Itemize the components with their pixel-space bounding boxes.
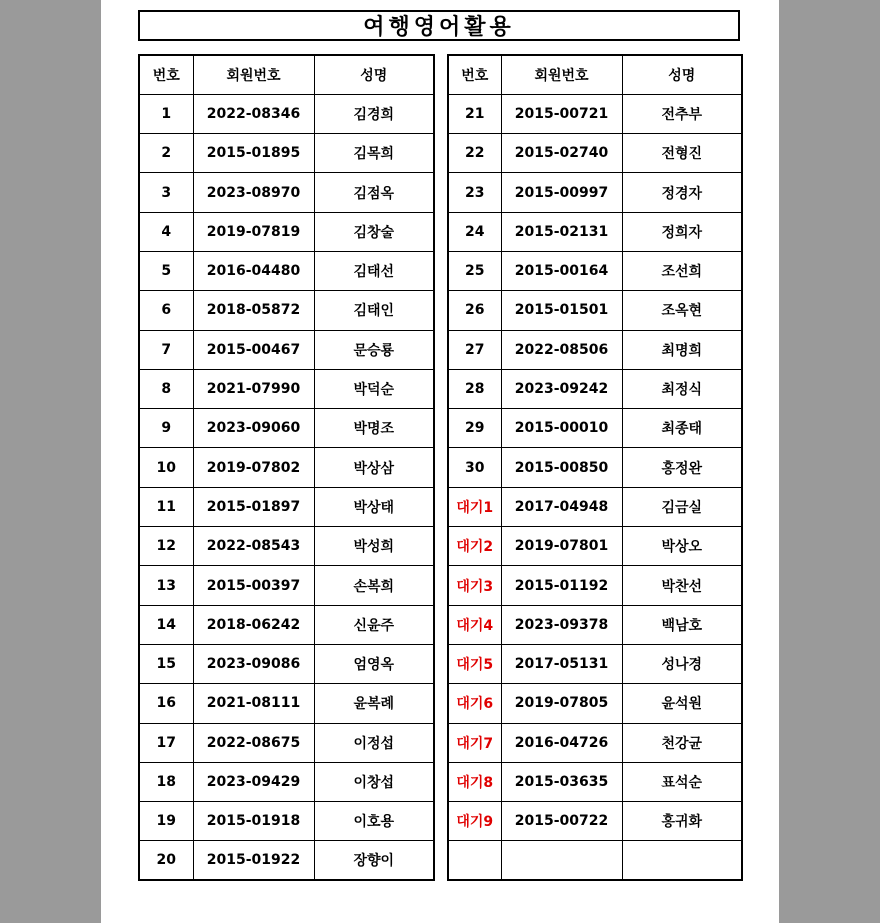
row-number: 대기8	[448, 762, 501, 801]
member-name: 문승룡	[314, 330, 434, 369]
member-name: 조선희	[622, 251, 742, 290]
member-name: 표석순	[622, 762, 742, 801]
table-row	[448, 251, 742, 290]
table-row	[139, 644, 434, 683]
member-id: 2016-04726	[501, 723, 622, 762]
table-row	[448, 644, 742, 683]
table-row	[448, 605, 742, 644]
header-name: 성명	[622, 55, 742, 94]
member-id: 2017-04948	[501, 487, 622, 526]
member-id: 2022-08675	[193, 723, 314, 762]
member-id: 2015-00997	[501, 173, 622, 212]
member-id: 2015-01501	[501, 291, 622, 330]
member-name: 성나경	[622, 644, 742, 683]
member-name: 장향이	[314, 841, 434, 880]
member-id: 2015-00721	[501, 94, 622, 133]
table-row	[448, 566, 742, 605]
table-row	[139, 409, 434, 448]
table-row	[448, 94, 742, 133]
table-row	[139, 605, 434, 644]
table-row	[139, 212, 434, 251]
roster-table-right	[447, 54, 743, 881]
member-id: 2018-06242	[193, 605, 314, 644]
table-row	[448, 134, 742, 173]
member-id: 2015-01918	[193, 802, 314, 841]
table-row	[448, 212, 742, 251]
member-name: 김태선	[314, 251, 434, 290]
table-row	[139, 134, 434, 173]
member-name: 박명조	[314, 409, 434, 448]
row-number: 19	[139, 802, 193, 841]
member-name: 천강균	[622, 723, 742, 762]
member-name: 박상삼	[314, 448, 434, 487]
row-number: 대기2	[448, 527, 501, 566]
document-page	[101, 0, 779, 923]
table-row	[139, 802, 434, 841]
member-id	[501, 841, 622, 880]
member-id: 2018-05872	[193, 291, 314, 330]
member-id: 2015-00467	[193, 330, 314, 369]
row-number: 대기6	[448, 684, 501, 723]
row-number: 20	[139, 841, 193, 880]
row-number: 4	[139, 212, 193, 251]
table-row	[448, 841, 742, 880]
header-member-id: 회원번호	[193, 55, 314, 94]
member-id: 2022-08346	[193, 94, 314, 133]
member-name: 박상태	[314, 487, 434, 526]
member-name: 박상오	[622, 527, 742, 566]
member-name: 이정섭	[314, 723, 434, 762]
row-number: 11	[139, 487, 193, 526]
member-id: 2023-09378	[501, 605, 622, 644]
member-name: 김점옥	[314, 173, 434, 212]
member-name: 이창섭	[314, 762, 434, 801]
row-number: 3	[139, 173, 193, 212]
table-header-row	[448, 55, 742, 94]
table-row	[139, 527, 434, 566]
table-row	[139, 94, 434, 133]
member-name	[622, 841, 742, 880]
row-number: 23	[448, 173, 501, 212]
member-name: 김목희	[314, 134, 434, 173]
row-number: 17	[139, 723, 193, 762]
member-name: 손복희	[314, 566, 434, 605]
member-id: 2015-02740	[501, 134, 622, 173]
member-id: 2021-07990	[193, 369, 314, 408]
table-row	[139, 841, 434, 880]
roster-left-body	[139, 94, 434, 880]
member-name: 전형진	[622, 134, 742, 173]
member-id: 2019-07819	[193, 212, 314, 251]
row-number: 26	[448, 291, 501, 330]
row-number: 30	[448, 448, 501, 487]
row-number: 9	[139, 409, 193, 448]
member-id: 2015-03635	[501, 762, 622, 801]
table-row	[448, 723, 742, 762]
member-id: 2019-07802	[193, 448, 314, 487]
row-number: 27	[448, 330, 501, 369]
member-name: 박성희	[314, 527, 434, 566]
table-row	[139, 369, 434, 408]
header-no: 번호	[448, 55, 501, 94]
member-id: 2015-01192	[501, 566, 622, 605]
header-name: 성명	[314, 55, 434, 94]
member-id: 2021-08111	[193, 684, 314, 723]
member-id: 2015-00397	[193, 566, 314, 605]
member-name: 김태인	[314, 291, 434, 330]
row-number: 2	[139, 134, 193, 173]
member-id: 2015-02131	[501, 212, 622, 251]
member-name: 이호용	[314, 802, 434, 841]
table-header-row	[139, 55, 434, 94]
table-row	[139, 173, 434, 212]
header-member-id: 회원번호	[501, 55, 622, 94]
row-number: 14	[139, 605, 193, 644]
member-id: 2015-00164	[501, 251, 622, 290]
member-id: 2017-05131	[501, 644, 622, 683]
member-id: 2015-01922	[193, 841, 314, 880]
row-number: 13	[139, 566, 193, 605]
table-row	[139, 723, 434, 762]
row-number: 8	[139, 369, 193, 408]
member-name: 박찬선	[622, 566, 742, 605]
row-number: 대기3	[448, 566, 501, 605]
table-row	[448, 173, 742, 212]
row-number: 대기1	[448, 487, 501, 526]
member-id: 2016-04480	[193, 251, 314, 290]
table-row	[139, 684, 434, 723]
row-number: 24	[448, 212, 501, 251]
row-number: 7	[139, 330, 193, 369]
member-id: 2022-08543	[193, 527, 314, 566]
member-id: 2023-09242	[501, 369, 622, 408]
member-id: 2015-00850	[501, 448, 622, 487]
roster-table-left	[138, 54, 435, 881]
row-number: 10	[139, 448, 193, 487]
row-number: 1	[139, 94, 193, 133]
table-row	[448, 487, 742, 526]
table-row	[448, 802, 742, 841]
row-number: 18	[139, 762, 193, 801]
member-name: 김금실	[622, 487, 742, 526]
row-number: 21	[448, 94, 501, 133]
table-row	[448, 369, 742, 408]
member-name: 신윤주	[314, 605, 434, 644]
document-title: 여행영어활용	[138, 10, 740, 41]
member-name: 윤석원	[622, 684, 742, 723]
table-row	[448, 762, 742, 801]
member-id: 2019-07801	[501, 527, 622, 566]
member-name: 엄영옥	[314, 644, 434, 683]
member-name: 김경희	[314, 94, 434, 133]
table-row	[139, 566, 434, 605]
table-row	[139, 448, 434, 487]
row-number: 대기4	[448, 605, 501, 644]
member-id: 2015-00010	[501, 409, 622, 448]
member-id: 2023-09086	[193, 644, 314, 683]
member-id: 2023-08970	[193, 173, 314, 212]
member-name: 최종태	[622, 409, 742, 448]
row-number: 12	[139, 527, 193, 566]
table-row	[448, 448, 742, 487]
member-name: 홍정완	[622, 448, 742, 487]
table-row	[448, 291, 742, 330]
member-name: 백남호	[622, 605, 742, 644]
member-name: 김창술	[314, 212, 434, 251]
member-id: 2015-00722	[501, 802, 622, 841]
member-name: 정희자	[622, 212, 742, 251]
member-id: 2022-08506	[501, 330, 622, 369]
table-row	[448, 684, 742, 723]
row-number: 대기9	[448, 802, 501, 841]
table-row	[139, 487, 434, 526]
table-row	[448, 409, 742, 448]
member-id: 2023-09429	[193, 762, 314, 801]
member-name: 박덕순	[314, 369, 434, 408]
row-number	[448, 841, 501, 880]
roster-right-body	[448, 94, 742, 880]
table-row	[139, 251, 434, 290]
table-row	[448, 330, 742, 369]
row-number: 5	[139, 251, 193, 290]
member-id: 2019-07805	[501, 684, 622, 723]
member-name: 정경자	[622, 173, 742, 212]
row-number: 6	[139, 291, 193, 330]
member-name: 홍귀화	[622, 802, 742, 841]
table-row	[139, 330, 434, 369]
table-row	[139, 762, 434, 801]
member-id: 2015-01897	[193, 487, 314, 526]
row-number: 대기5	[448, 644, 501, 683]
member-name: 조옥현	[622, 291, 742, 330]
member-name: 최명희	[622, 330, 742, 369]
member-name: 전추부	[622, 94, 742, 133]
row-number: 16	[139, 684, 193, 723]
row-number: 22	[448, 134, 501, 173]
row-number: 25	[448, 251, 501, 290]
member-id: 2023-09060	[193, 409, 314, 448]
row-number: 28	[448, 369, 501, 408]
member-name: 최정식	[622, 369, 742, 408]
member-name: 윤복례	[314, 684, 434, 723]
row-number: 15	[139, 644, 193, 683]
row-number: 29	[448, 409, 501, 448]
member-id: 2015-01895	[193, 134, 314, 173]
row-number: 대기7	[448, 723, 501, 762]
table-row	[139, 291, 434, 330]
table-row	[448, 527, 742, 566]
header-no: 번호	[139, 55, 193, 94]
